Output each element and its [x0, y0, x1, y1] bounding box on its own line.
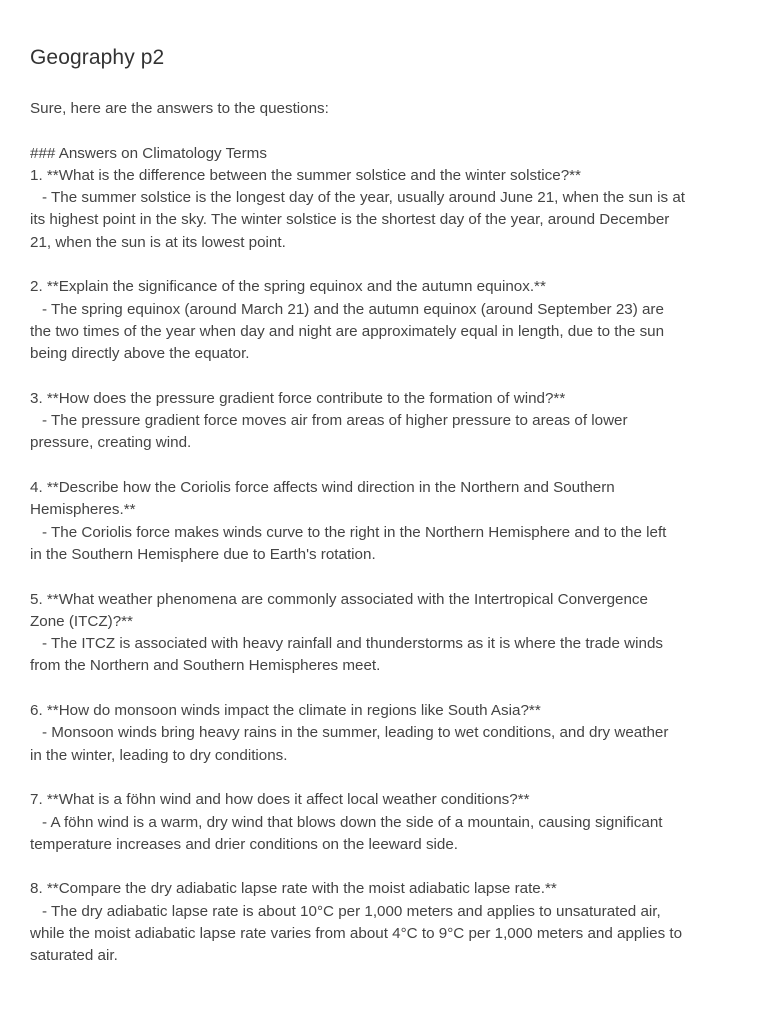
question-8: 8. **Compare the dry adiabatic lapse rate with the moist adiabatic lapse rate.**	[30, 880, 557, 898]
answer-8-line-3: saturated air.	[30, 947, 118, 965]
question-4-line-1: 4. **Describe how the Coriolis force affects wind direction in the Northern and Southern	[30, 479, 615, 497]
answer-7-line-1: - A föhn wind is a warm, dry wind that blows down the side of a mountain, causing significant	[42, 813, 663, 831]
answer-2-line-3: being directly above the equator.	[30, 345, 250, 363]
answer-6-line-2: in the winter, leading to dry conditions.	[30, 746, 288, 764]
blank-line	[30, 678, 742, 700]
question-5-line-2: Zone (ITCZ)?**	[30, 612, 133, 630]
answer-8-line-2: while the moist adiabatic lapse rate varies from about 4°C to 9°C per 1,000 meters and applies to	[30, 924, 683, 942]
answer-5-line-1: - The ITCZ is associated with heavy rainfall and thunderstorms as it is where the trade winds	[42, 635, 663, 653]
answer-2-line-1: - The spring equinox (around March 21) and the autumn equinox (around September 23) are	[42, 300, 664, 318]
answer-7-line-2: temperature increases and drier conditions on the leeward side.	[30, 835, 459, 853]
blank-line	[30, 455, 742, 477]
question-3: 3. **How does the pressure gradient force contribute to the formation of wind?**	[30, 389, 566, 407]
question-2: 2. **Explain the significance of the spring equinox and the autumn equinox.**	[30, 278, 546, 296]
blank-line	[30, 120, 742, 142]
answer-1-line-1: - The summer solstice is the longest day of the year, usually around June 21, when the sun is at	[42, 189, 686, 207]
answer-text	[30, 98, 742, 968]
question-5-line-1: 5. **What weather phenomena are commonly associated with the Intertropical Convergence	[30, 590, 648, 608]
answer-2-line-2: the two times of the year when day and night are approximately equal in length, due to the sun	[30, 322, 665, 340]
blank-line	[30, 856, 742, 878]
blank-line	[30, 254, 742, 276]
answer-5-line-2: from the Northern and Southern Hemispheres meet.	[30, 657, 381, 675]
blank-line	[30, 566, 742, 588]
question-1: 1. **What is the difference between the summer solstice and the winter solstice?**	[30, 166, 581, 184]
answer-4-line-2: in the Southern Hemisphere due to Earth's rotation.	[30, 545, 376, 563]
intro-text: Sure, here are the answers to the questions:	[30, 100, 329, 117]
answer-3-line-2: pressure, creating wind.	[30, 434, 192, 452]
question-4-line-2: Hemispheres.**	[30, 501, 136, 519]
answer-1-line-2: its highest point in the sky. The winter solstice is the shortest day of the year, around December	[30, 211, 670, 229]
answer-3-line-1: - The pressure gradient force moves air from areas of higher pressure to areas of lower	[42, 412, 628, 430]
blank-line	[30, 366, 742, 388]
answer-8-line-1: - The dry adiabatic lapse rate is about 10°C per 1,000 meters and applies to unsaturated air,	[42, 902, 661, 920]
answer-6-line-1: - Monsoon winds bring heavy rains in the summer, leading to wet conditions, and dry weather	[42, 724, 669, 742]
section-heading: ### Answers on Climatology Terms	[30, 144, 267, 162]
page-title: Geography p2	[30, 46, 165, 69]
answer-4-line-1: - The Coriolis force makes winds curve to the right in the Northern Hemisphere and to the left	[42, 523, 667, 541]
question-7: 7. **What is a föhn wind and how does it affect local weather conditions?**	[30, 791, 530, 809]
blank-line	[30, 767, 742, 789]
question-6: 6. **How do monsoon winds impact the climate in regions like South Asia?**	[30, 702, 541, 720]
answer-1-line-3: 21, when the sun is at its lowest point.	[30, 233, 286, 251]
